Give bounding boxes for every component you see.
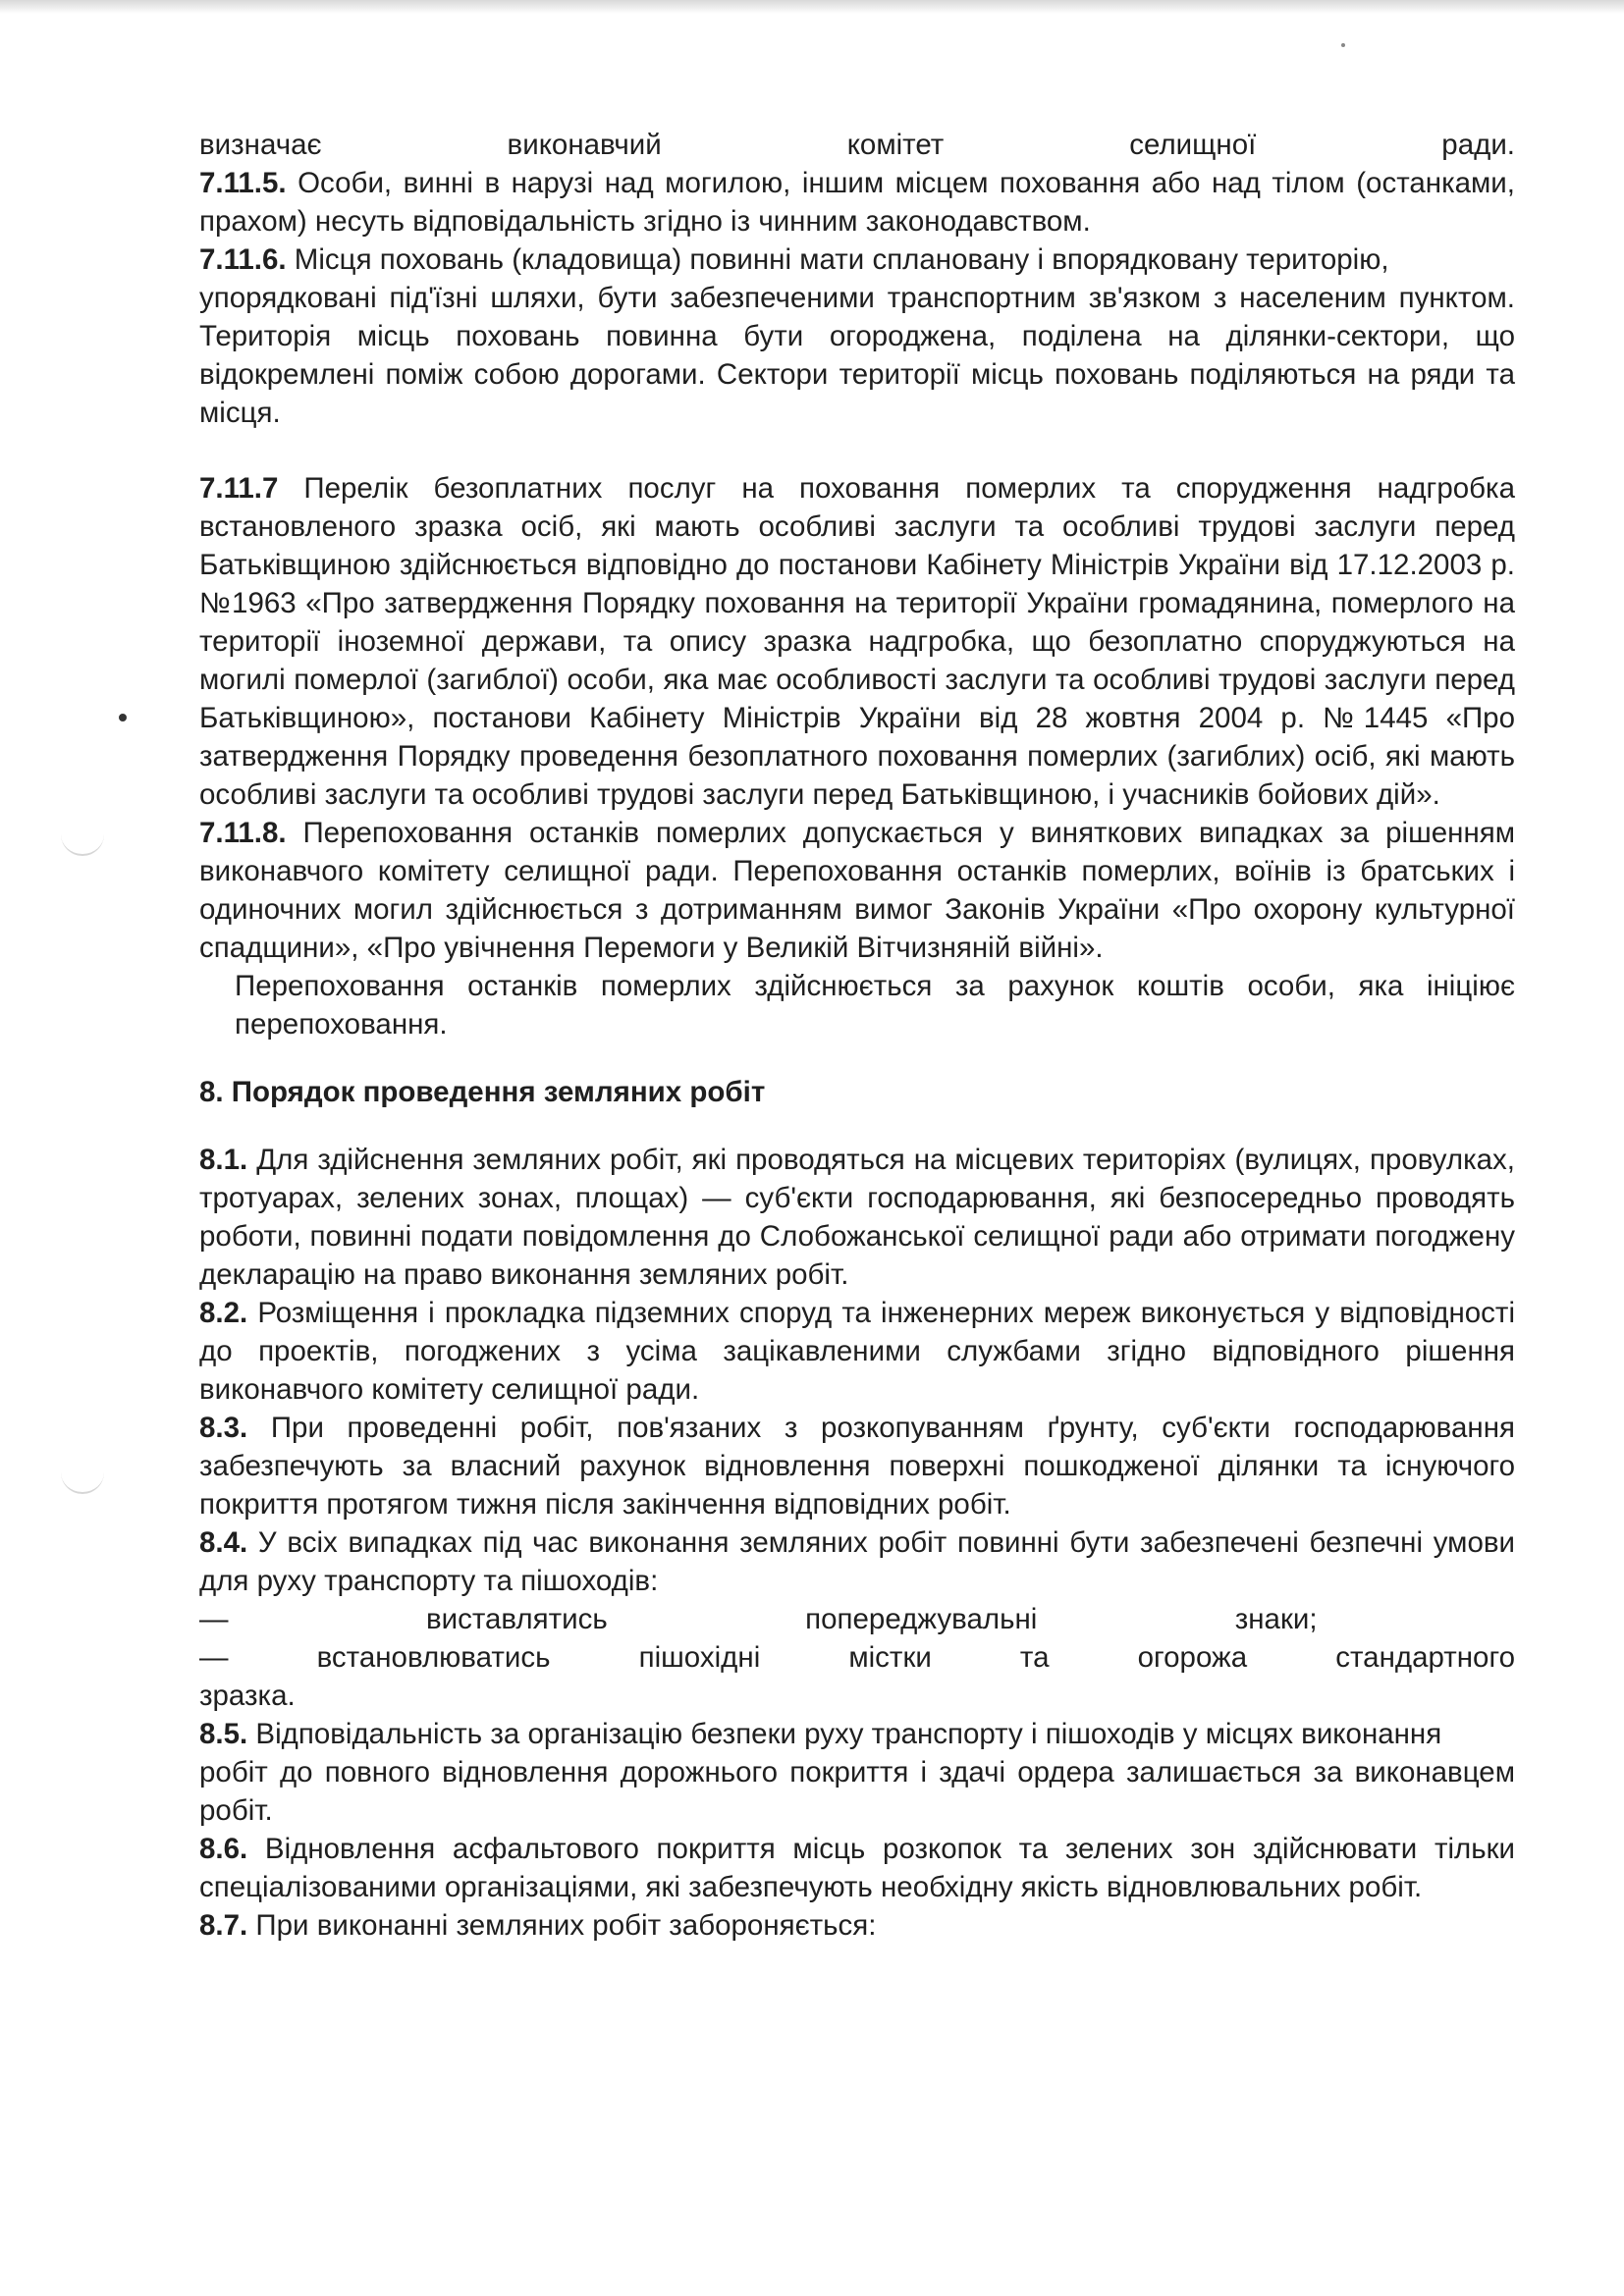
paragraph-8-3 xyxy=(199,1409,1515,1523)
list-word: встановлюватись xyxy=(316,1641,551,1674)
scan-top-edge xyxy=(0,0,1624,14)
list-item-warning-signs xyxy=(199,1600,1515,1638)
section-heading-8: 8. Порядок проведення земляних робіт xyxy=(199,1076,766,1108)
paragraph-7-11-8 xyxy=(199,814,1515,967)
clause-number: 8.2. xyxy=(199,1297,248,1329)
clause-number: 7.11.8. xyxy=(199,817,287,849)
clause-number: 7.11.7 xyxy=(199,472,279,505)
scan-speck xyxy=(119,714,127,721)
paragraph-reburial-costs: Перепоховання останків померлих здійснюється за рахунок коштів особи, яка ініціює перепоховання. xyxy=(235,970,1515,1041)
list-word: виставлятись xyxy=(425,1603,608,1635)
clause-text: Перелік безоплатних послуг на поховання померлих та спорудження надгробка встановленого зразка осіб, які мають особливі заслуги та особливі трудові заслуги перед Батьківщиною здійснюється відповідно до постанови Кабінету Міністрів України від 17.12.2003 р. №1963 «Про затвердження Порядку поховання на території України громадянина, померлого на території іноземної держави, та опису зразка надгробка, що безоплатно споруджуються на могилі померлої (загиблої) особи, яка має особливості заслуги та особливі трудові заслуги перед Батьківщиною», постанови Кабінету Міністрів України від 28 жовтня 2004 р. №1445 «Про затвердження Порядку проведення безоплатного поховання померлих (загиблих) осіб, які мають особливі заслуги та особливі трудові заслуги перед Батьківщиною, і учасників бойових дій». xyxy=(199,472,1515,811)
clause-number: 8.7. xyxy=(199,1909,248,1942)
paragraph-8-4 xyxy=(199,1523,1515,1600)
list-item-walkways-tail: зразка. xyxy=(199,1680,296,1712)
dash-marker: — xyxy=(199,1603,229,1635)
dash-marker: — xyxy=(199,1641,229,1674)
paragraph-7-11-6 xyxy=(199,240,1515,279)
paragraph-8-1 xyxy=(199,1141,1515,1294)
paragraph-8-2 xyxy=(199,1294,1515,1409)
paragraph-7-11-5 xyxy=(199,164,1515,240)
clause-text: Перепоховання останків померлих допускається у виняткових випадках за рішенням виконавчого комітету селищної ради. Перепоховання останків померлих, воїнів із братських і одиночних могил здійснюється з дотриманням вимог Законів України «Про охорону культурної спадщини», «Про увічнення Перемоги у Великій Вітчизняній війні». xyxy=(199,817,1515,964)
paragraph-8-7 xyxy=(199,1906,1515,1945)
list-word: знаки; xyxy=(1234,1603,1318,1635)
clause-text: Відповідальність за організацію безпеки руху транспорту і пішоходів у місцях виконання xyxy=(247,1718,1442,1750)
clause-number: 8.4. xyxy=(199,1526,248,1559)
paragraph-8-5-cont: робіт до повного відновлення дорожнього покриття і здачі ордера залишається за виконавцем робіт. xyxy=(199,1756,1515,1827)
clause-number: 8.1. xyxy=(199,1144,248,1176)
list-word: та xyxy=(1019,1641,1050,1674)
scan-speck xyxy=(1341,43,1345,47)
clause-text: Особи, винні в нарузі над могилою, іншим місцем поховання або над тілом (останками, прахом) несуть відповідальність згідно із чинним законодавством. xyxy=(199,167,1515,238)
list-word: огорожа xyxy=(1137,1641,1248,1674)
clause-text: У всіх випадках під час виконання земляних робіт повинні бути забезпечені безпечні умови для руху транспорту та пішоходів: xyxy=(199,1526,1515,1597)
clause-text: Відновлення асфальтового покриття місць розкопок та зелених зон здійснювати тільки спеціалізованими організаціями, які забезпечують необхідну якість відновлювальних робіт. xyxy=(199,1833,1515,1903)
clause-text: Розміщення і прокладка підземних споруд та інженерних мереж виконується у відповідності до проектів, погоджених з усіма зацікавленими службами згідно відповідного рішення виконавчого комітету селищної ради. xyxy=(199,1297,1515,1406)
list-word: попереджувальні xyxy=(805,1603,1038,1635)
paragraph-8-5 xyxy=(199,1715,1515,1753)
clause-number: 8.5. xyxy=(199,1718,248,1750)
clause-text: Місця поховань (кладовища) повинні мати сплановану і впорядковану територію, xyxy=(286,243,1389,276)
list-item-walkways xyxy=(199,1638,1515,1677)
paragraph-top-line: визначає виконавчий комітет селищної ради. xyxy=(199,129,1515,161)
list-word: пішохідні xyxy=(638,1641,761,1674)
clause-text: При проведенні робіт, пов'язаних з розкопуванням ґрунту, суб'єкти господарювання забезпечують за власний рахунок відновлення поверхні пошкодженої ділянки та існуючого покриття протягом тижня після закінчення відповідних робіт. xyxy=(199,1412,1515,1521)
paragraph-8-6 xyxy=(199,1830,1515,1906)
document-page xyxy=(199,126,1515,1945)
clause-number: 8.6. xyxy=(199,1833,248,1865)
punch-hole-mark xyxy=(61,832,104,856)
paragraph-7-11-7 xyxy=(199,469,1515,814)
clause-number: 7.11.6. xyxy=(199,243,287,276)
list-word: містки xyxy=(848,1641,932,1674)
clause-text: При виконанні земляних робіт забороняється: xyxy=(247,1909,877,1942)
list-word: стандартного xyxy=(1335,1641,1515,1674)
paragraph-7-11-6-cont: упорядковані під'їзні шляхи, бути забезпеченими транспортним зв'язком з населеним пунктом. Територія місць поховань повинна бути огороджена, поділена на ділянки-сектори, що відокремлені поміж собою дорогами. Сектори території місць поховань поділяються на ряди та місця. xyxy=(199,282,1515,429)
clause-number: 7.11.5. xyxy=(199,167,287,199)
clause-text: Для здійснення земляних робіт, які проводяться на місцевих територіях (вулицях, провулках, тротуарах, зелених зонах, площах) — суб'єкти господарювання, які безпосередньо проводять роботи, повинні подати повідомлення до Слобожанської селищної ради або отримати погоджену декларацію на право виконання земляних робіт. xyxy=(199,1144,1515,1291)
punch-hole-mark xyxy=(61,1470,104,1494)
clause-number: 8.3. xyxy=(199,1412,248,1444)
